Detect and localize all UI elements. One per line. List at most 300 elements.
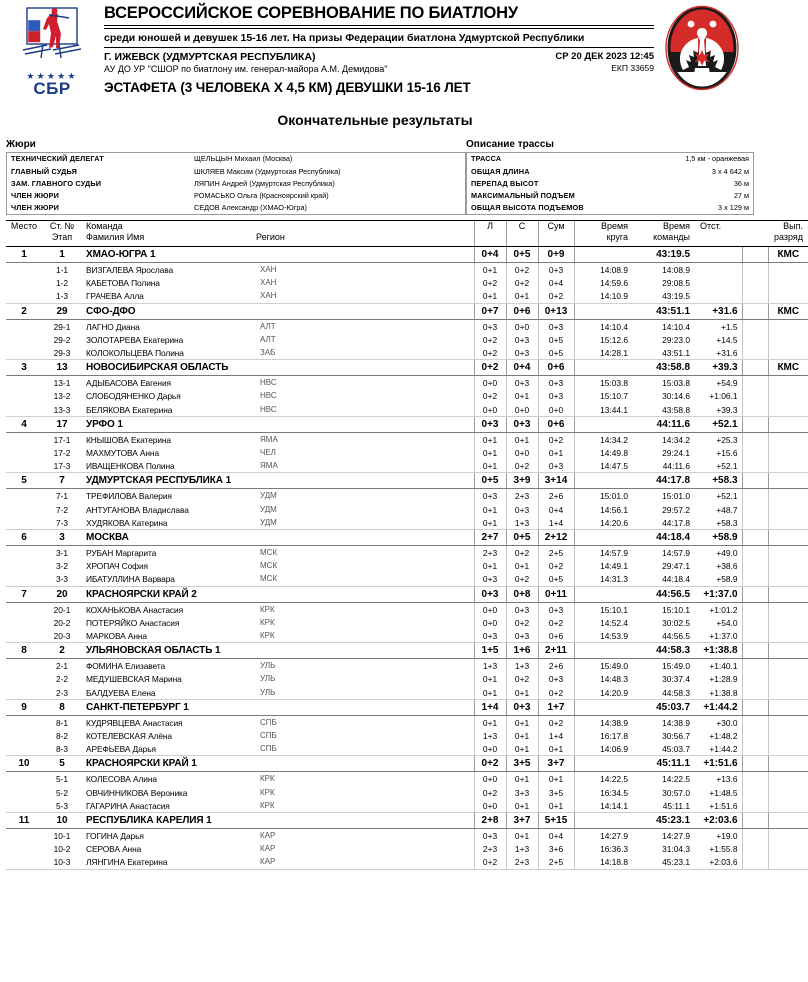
team-sum: 2+11 bbox=[538, 643, 574, 659]
athlete-blank bbox=[742, 289, 768, 303]
team-place: 7 bbox=[6, 586, 42, 602]
athlete-leg: 5-3 bbox=[42, 799, 82, 813]
athlete-name: ИБАТУЛЛИНА Варвара bbox=[86, 574, 175, 585]
jury-role: ЧЛЕН ЖЮРИ bbox=[11, 203, 59, 213]
athlete-name: СЛОБОДЯНЕНКО Дарья bbox=[86, 391, 181, 402]
athlete-cumulative-time: 30:02.5 bbox=[662, 617, 691, 628]
athlete-standing: 0+1 bbox=[506, 742, 538, 756]
athlete-region-cell bbox=[252, 855, 474, 869]
athlete-prone: 0+3 bbox=[474, 629, 506, 643]
athlete-prone: 0+1 bbox=[474, 503, 506, 516]
athlete-blank bbox=[742, 799, 768, 813]
athlete-cumulative-time: 45:11.1 bbox=[632, 799, 694, 813]
athlete-row[interactable] bbox=[6, 333, 808, 346]
athlete-region: ХАН bbox=[260, 291, 277, 301]
team-place: 5 bbox=[6, 473, 42, 489]
team-prone: 0+7 bbox=[474, 303, 506, 319]
team-behind: +52.1 bbox=[694, 416, 742, 432]
athlete-region-cell bbox=[252, 572, 474, 586]
athlete-region-cell bbox=[252, 686, 474, 700]
athlete-rank bbox=[768, 376, 808, 390]
team-blank bbox=[742, 360, 768, 376]
athlete-name-cell bbox=[82, 516, 252, 530]
athlete-name: БЕЛЯКОВА Екатерина bbox=[86, 404, 173, 415]
athlete-prone: 0+1 bbox=[474, 672, 506, 685]
jury-person: РОМАСЬКО Ольга (Красноярский край) bbox=[194, 190, 329, 200]
athlete-region-cell bbox=[252, 389, 474, 402]
team-bib: 13 bbox=[42, 360, 82, 376]
athlete-region: КАР bbox=[260, 857, 276, 867]
team-standing: 0+5 bbox=[506, 246, 538, 262]
athlete-row[interactable] bbox=[6, 289, 808, 303]
team-behind: +58.9 bbox=[694, 529, 742, 545]
team-place: 8 bbox=[6, 643, 42, 659]
team-standing: 0+6 bbox=[506, 303, 538, 319]
athlete-leg: 8-2 bbox=[55, 731, 69, 742]
athlete-row[interactable] bbox=[6, 829, 808, 843]
athlete-blank bbox=[742, 459, 768, 473]
athlete-standing: 0+1 bbox=[506, 829, 538, 843]
athlete-lap-time: 14:22.5 bbox=[574, 772, 632, 786]
team-sum: 0+9 bbox=[538, 246, 574, 262]
athlete-row[interactable] bbox=[6, 572, 808, 586]
athlete-leg: 2-2 bbox=[55, 674, 69, 685]
athlete-region-cell bbox=[252, 799, 474, 813]
team-prone: 0+3 bbox=[474, 416, 506, 432]
team-standing: 3+7 bbox=[506, 813, 538, 829]
athlete-region-cell bbox=[252, 346, 474, 360]
team-blank bbox=[742, 416, 768, 432]
athlete-row[interactable] bbox=[6, 432, 808, 446]
athlete-place-spacer bbox=[6, 276, 42, 289]
athlete-rank bbox=[768, 616, 808, 629]
athlete-row[interactable] bbox=[6, 799, 808, 813]
col-header-lap-time-2: круга bbox=[574, 232, 632, 247]
track-row bbox=[467, 177, 754, 189]
athlete-rank bbox=[768, 659, 808, 673]
team-name: УЛЬЯНОВСКАЯ ОБЛАСТЬ 1 bbox=[86, 645, 221, 657]
team-total-time: 44:56.5 bbox=[632, 586, 694, 602]
athlete-behind: +1:51.6 bbox=[694, 799, 742, 813]
athlete-name-cell bbox=[82, 686, 252, 700]
athlete-region-cell bbox=[252, 616, 474, 629]
athlete-prone: 0+3 bbox=[474, 489, 506, 503]
athlete-prone: 0+2 bbox=[474, 276, 506, 289]
team-name: КРАСНОЯРСКИ КРАЙ 1 bbox=[86, 758, 197, 770]
header-row-2 bbox=[6, 232, 808, 247]
team-bib: 10 bbox=[42, 813, 82, 829]
team-row[interactable] bbox=[6, 360, 808, 376]
athlete-name-cell bbox=[82, 659, 252, 673]
athlete-place-spacer bbox=[6, 616, 42, 629]
team-total-time: 45:11.1 bbox=[632, 756, 694, 772]
athlete-lap-time: 14:38.9 bbox=[574, 715, 632, 729]
athlete-name-cell bbox=[82, 799, 252, 813]
athlete-row[interactable] bbox=[6, 672, 808, 685]
track-value: 27 м bbox=[733, 190, 749, 200]
athlete-row[interactable] bbox=[6, 389, 808, 402]
athlete-region-cell bbox=[252, 319, 474, 333]
athlete-rank bbox=[768, 672, 808, 685]
team-row[interactable] bbox=[6, 303, 808, 319]
athlete-row[interactable] bbox=[6, 629, 808, 643]
athlete-sum: 0+5 bbox=[538, 333, 574, 346]
athlete-rank bbox=[768, 602, 808, 616]
athlete-place-spacer bbox=[6, 602, 42, 616]
athlete-cumulative-time: 43:51.1 bbox=[632, 346, 694, 360]
athlete-name-cell bbox=[82, 855, 252, 869]
athlete-standing: 0+2 bbox=[506, 459, 538, 473]
athlete-lap-time: 14:20.9 bbox=[574, 686, 632, 700]
athlete-place-spacer bbox=[6, 842, 42, 855]
athlete-rank bbox=[768, 842, 808, 855]
athlete-region: КРК bbox=[260, 774, 275, 784]
athlete-row[interactable] bbox=[6, 686, 808, 700]
athlete-region: АЛТ bbox=[260, 321, 276, 331]
team-behind: +58.3 bbox=[694, 473, 742, 489]
athlete-leg: 17-1 bbox=[53, 434, 71, 445]
athlete-name: КОЛОКОЛЬЦЕВА Полина bbox=[86, 347, 184, 358]
athlete-name-cell bbox=[82, 772, 252, 786]
athlete-sum: 0+6 bbox=[538, 629, 574, 643]
athlete-lap-time: 14:49.8 bbox=[574, 446, 632, 459]
athlete-rank bbox=[768, 559, 808, 572]
athlete-standing: 1+3 bbox=[506, 516, 538, 530]
athlete-lap-time: 14:20.6 bbox=[574, 516, 632, 530]
team-row[interactable] bbox=[6, 643, 808, 659]
athlete-row[interactable] bbox=[6, 772, 808, 786]
athlete-lap-time: 14:48.3 bbox=[574, 672, 632, 685]
athlete-name: КОТЕЛЕВСКАЯ Алёна bbox=[86, 731, 172, 742]
team-place: 6 bbox=[6, 529, 42, 545]
athlete-sum: 2+6 bbox=[538, 659, 574, 673]
athlete-place-spacer bbox=[6, 376, 42, 390]
athlete-name: МАРКОВА Анна bbox=[86, 631, 147, 641]
athlete-lap-time: 15:01.0 bbox=[574, 489, 632, 503]
athlete-row[interactable] bbox=[6, 842, 808, 855]
athlete-behind: +1:37.0 bbox=[694, 629, 742, 643]
athlete-name-cell bbox=[82, 403, 252, 417]
athlete-row[interactable] bbox=[6, 276, 808, 289]
team-blank bbox=[742, 473, 768, 489]
athlete-sum: 0+2 bbox=[538, 289, 574, 303]
athlete-region: СПБ bbox=[260, 744, 277, 754]
athlete-leg: 1-3 bbox=[42, 289, 82, 303]
team-rank: КМС bbox=[768, 246, 808, 262]
team-prone: 0+2 bbox=[474, 360, 506, 376]
track-key: МАКСИМАЛЬНЫЙ ПОДЪЕМ bbox=[471, 190, 575, 200]
team-standing: 0+4 bbox=[506, 360, 538, 376]
athlete-region-cell bbox=[252, 459, 474, 473]
team-sum: 5+15 bbox=[538, 813, 574, 829]
athlete-lap-time: 14:53.9 bbox=[574, 629, 632, 643]
team-lap-time bbox=[574, 813, 632, 829]
team-row[interactable] bbox=[6, 813, 808, 829]
athlete-leg: 20-3 bbox=[42, 629, 82, 643]
athlete-rank bbox=[768, 276, 808, 289]
athlete-cumulative-time: 29:57.2 bbox=[662, 504, 691, 515]
athlete-row[interactable] bbox=[6, 545, 808, 559]
athlete-prone: 1+3 bbox=[474, 729, 506, 742]
team-rank bbox=[768, 699, 808, 715]
team-lap-time bbox=[574, 416, 632, 432]
athlete-row[interactable] bbox=[6, 516, 808, 530]
athlete-row[interactable] bbox=[6, 715, 808, 729]
results-table bbox=[6, 220, 808, 870]
athlete-blank bbox=[742, 545, 768, 559]
team-row[interactable] bbox=[6, 246, 808, 262]
team-blank bbox=[742, 813, 768, 829]
jury-role: ЧЛЕН ЖЮРИ bbox=[11, 190, 59, 200]
athlete-row[interactable] bbox=[6, 659, 808, 673]
athlete-name-cell bbox=[82, 572, 252, 586]
athlete-name: ЛАГНО Диана bbox=[86, 321, 140, 332]
team-row[interactable] bbox=[6, 586, 808, 602]
athlete-lap-time: 14:34.2 bbox=[574, 432, 632, 446]
athlete-lap-time: 14:59.6 bbox=[574, 276, 632, 289]
team-behind: +1:37.0 bbox=[694, 586, 742, 602]
athlete-blank bbox=[742, 842, 768, 855]
team-name: УДМУРТСКАЯ РЕСПУБЛИКА 1 bbox=[86, 475, 232, 487]
athlete-row[interactable] bbox=[6, 559, 808, 572]
athlete-name-cell bbox=[82, 616, 252, 629]
athlete-standing: 1+3 bbox=[506, 659, 538, 673]
athlete-place-spacer bbox=[6, 432, 42, 446]
athlete-blank bbox=[742, 729, 768, 742]
athlete-rank bbox=[768, 503, 808, 516]
athlete-behind: +15.6 bbox=[716, 447, 738, 458]
athlete-row[interactable] bbox=[6, 319, 808, 333]
athlete-sum: 0+4 bbox=[538, 503, 574, 516]
athlete-row[interactable] bbox=[6, 602, 808, 616]
athlete-row[interactable] bbox=[6, 346, 808, 360]
team-lap-time bbox=[574, 303, 632, 319]
team-name-cell bbox=[82, 586, 474, 602]
athlete-leg: 7-2 bbox=[55, 504, 69, 515]
athlete-row[interactable] bbox=[6, 503, 808, 516]
jury-row bbox=[7, 153, 466, 166]
team-bib: 7 bbox=[42, 473, 82, 489]
athlete-prone: 0+1 bbox=[474, 516, 506, 530]
athlete-region-cell bbox=[252, 276, 474, 289]
athlete-region-cell bbox=[252, 503, 474, 516]
athlete-rank bbox=[768, 686, 808, 700]
team-total-time: 43:58.8 bbox=[632, 360, 694, 376]
athlete-row[interactable] bbox=[6, 446, 808, 459]
athlete-standing: 0+2 bbox=[506, 572, 538, 586]
jury-row bbox=[7, 165, 466, 177]
athlete-prone: 0+0 bbox=[474, 376, 506, 390]
athlete-rank bbox=[768, 772, 808, 786]
athlete-row[interactable] bbox=[6, 403, 808, 417]
udmurtia-emblem bbox=[660, 4, 744, 90]
team-behind: +1:51.6 bbox=[694, 756, 742, 772]
athlete-sum: 0+3 bbox=[538, 389, 574, 402]
track-key: ОБЩАЯ ВЫСОТА ПОДЪЕМОВ bbox=[471, 203, 584, 213]
athlete-lap-time: 16:36.3 bbox=[574, 842, 632, 855]
athlete-sum: 0+3 bbox=[538, 459, 574, 473]
team-row[interactable] bbox=[6, 416, 808, 432]
athlete-cumulative-time: 30:56.7 bbox=[662, 731, 691, 742]
jury-role: ЗАМ. ГЛАВНОГО СУДЬИ bbox=[11, 178, 102, 188]
athlete-blank bbox=[742, 276, 768, 289]
athlete-row[interactable] bbox=[6, 729, 808, 742]
team-rank bbox=[768, 643, 808, 659]
athlete-lap-time: 14:14.1 bbox=[574, 799, 632, 813]
athlete-rank bbox=[768, 829, 808, 843]
athlete-cumulative-time: 29:24.1 bbox=[662, 447, 691, 458]
team-name: УРФО 1 bbox=[86, 418, 123, 430]
athlete-place-spacer bbox=[6, 516, 42, 530]
athlete-prone: 0+0 bbox=[474, 799, 506, 813]
track-value: 36 м bbox=[733, 178, 749, 188]
athlete-sum: 0+2 bbox=[538, 432, 574, 446]
athlete-region-cell bbox=[252, 516, 474, 530]
athlete-place-spacer bbox=[6, 715, 42, 729]
athlete-behind: +1:28.9 bbox=[709, 674, 738, 685]
athlete-cumulative-time: 44:11.6 bbox=[632, 459, 694, 473]
swan-emblem-icon bbox=[662, 6, 742, 90]
athlete-blank bbox=[742, 559, 768, 572]
team-blank bbox=[742, 303, 768, 319]
team-row[interactable] bbox=[6, 699, 808, 715]
athlete-leg: 7-1 bbox=[55, 491, 69, 502]
athlete-place-spacer bbox=[6, 319, 42, 333]
team-bib: 20 bbox=[42, 586, 82, 602]
team-total-time: 43:51.1 bbox=[632, 303, 694, 319]
athlete-row[interactable] bbox=[6, 855, 808, 869]
track-row bbox=[467, 202, 754, 215]
athlete-prone: 0+0 bbox=[474, 772, 506, 786]
athlete-rank bbox=[768, 459, 808, 473]
athlete-leg: 1-2 bbox=[55, 278, 69, 289]
athlete-rank bbox=[768, 742, 808, 756]
team-place: 3 bbox=[6, 360, 42, 376]
col-header-region: Регион bbox=[252, 232, 474, 247]
athlete-row[interactable] bbox=[6, 742, 808, 756]
athlete-prone: 2+3 bbox=[474, 545, 506, 559]
athlete-name-cell bbox=[82, 319, 252, 333]
athlete-region: КРК bbox=[260, 604, 275, 614]
athlete-region: КРК bbox=[260, 631, 275, 640]
team-total-time: 44:17.8 bbox=[632, 473, 694, 489]
athlete-leg: 3-2 bbox=[55, 561, 69, 572]
athlete-sum: 2+5 bbox=[538, 855, 574, 869]
col-header-blank-2 bbox=[742, 232, 768, 247]
athlete-cumulative-time: 29:23.0 bbox=[662, 334, 691, 345]
team-blank bbox=[742, 246, 768, 262]
team-lap-time bbox=[574, 473, 632, 489]
athlete-row[interactable] bbox=[6, 376, 808, 390]
athlete-cumulative-time: 30:57.0 bbox=[662, 787, 691, 798]
col-header-behind-2 bbox=[694, 232, 742, 247]
athlete-prone: 2+3 bbox=[474, 842, 506, 855]
athlete-cumulative-time: 44:58.3 bbox=[632, 686, 694, 700]
athlete-region-cell bbox=[252, 672, 474, 685]
athlete-region: УДМ bbox=[260, 491, 277, 501]
athlete-region: ЧЕЛ bbox=[260, 447, 276, 457]
athlete-region-cell bbox=[252, 333, 474, 346]
athlete-rank bbox=[768, 572, 808, 586]
team-prone: 1+5 bbox=[474, 643, 506, 659]
col-header-place-2 bbox=[6, 232, 42, 247]
athlete-row[interactable] bbox=[6, 459, 808, 473]
athlete-sum: 1+4 bbox=[538, 729, 574, 742]
team-name-cell bbox=[82, 813, 474, 829]
athlete-row[interactable] bbox=[6, 786, 808, 799]
team-place: 10 bbox=[6, 756, 42, 772]
team-row[interactable] bbox=[6, 529, 808, 545]
athlete-blank bbox=[742, 616, 768, 629]
team-behind bbox=[694, 246, 742, 262]
athlete-name: КНЫШОВА Екатерина bbox=[86, 434, 171, 445]
jury-row bbox=[7, 177, 466, 189]
athlete-behind: +14.5 bbox=[716, 334, 738, 345]
athlete-sum: 0+4 bbox=[538, 829, 574, 843]
athlete-lap-time: 14:52.4 bbox=[574, 616, 632, 629]
col-header-athlete: Фамилия Имя bbox=[82, 232, 252, 247]
athlete-region: УЛЬ bbox=[260, 661, 276, 671]
team-name-cell bbox=[82, 643, 474, 659]
col-header-behind: Отст. bbox=[694, 220, 742, 232]
athlete-blank bbox=[742, 855, 768, 869]
team-lap-time bbox=[574, 643, 632, 659]
info-panels bbox=[0, 138, 750, 215]
team-total-time: 44:58.3 bbox=[632, 643, 694, 659]
team-bib: 29 bbox=[42, 303, 82, 319]
athlete-standing: 0+2 bbox=[506, 545, 538, 559]
track-row bbox=[467, 153, 754, 166]
athlete-standing: 0+1 bbox=[506, 686, 538, 700]
athlete-prone: 0+1 bbox=[474, 715, 506, 729]
athlete-row[interactable] bbox=[6, 489, 808, 503]
team-name: САНКТ-ПЕТЕРБУРГ 1 bbox=[86, 701, 189, 713]
athlete-region-cell bbox=[252, 729, 474, 742]
athlete-name: ВИЗГАЛЕВА Ярослава bbox=[86, 264, 174, 275]
jury-person: ЩЕЛЬЦЫН Михаил (Москва) bbox=[194, 154, 293, 164]
results-status-title: Окончательные результаты bbox=[277, 112, 473, 128]
team-row[interactable] bbox=[6, 473, 808, 489]
athlete-cumulative-time: 31:04.3 bbox=[662, 844, 691, 855]
athlete-name-cell bbox=[82, 672, 252, 685]
team-row[interactable] bbox=[6, 756, 808, 772]
athlete-blank bbox=[742, 629, 768, 643]
athlete-region-cell bbox=[252, 489, 474, 503]
athlete-leg: 10-1 bbox=[53, 831, 71, 842]
team-name-cell bbox=[82, 473, 474, 489]
athlete-name-cell bbox=[82, 432, 252, 446]
athlete-lap-time: 15:12.6 bbox=[574, 333, 632, 346]
athlete-blank bbox=[742, 346, 768, 360]
athlete-row[interactable] bbox=[6, 262, 808, 276]
team-blank bbox=[742, 529, 768, 545]
athlete-standing: 0+1 bbox=[506, 799, 538, 813]
team-prone: 0+5 bbox=[474, 473, 506, 489]
athlete-behind: +1:40.1 bbox=[709, 661, 738, 672]
team-place: 4 bbox=[6, 416, 42, 432]
athlete-cumulative-time: 29:47.1 bbox=[662, 561, 691, 572]
athlete-prone: 0+3 bbox=[474, 319, 506, 333]
athlete-row[interactable] bbox=[6, 616, 808, 629]
athlete-name-cell bbox=[82, 559, 252, 572]
athlete-leg: 2-3 bbox=[42, 686, 82, 700]
athlete-place-spacer bbox=[6, 729, 42, 742]
event-ekp: ЕКП 33659 bbox=[611, 63, 654, 73]
team-behind: +31.6 bbox=[694, 303, 742, 319]
athlete-blank bbox=[742, 572, 768, 586]
athlete-prone: 0+0 bbox=[474, 602, 506, 616]
team-standing: 3+5 bbox=[506, 756, 538, 772]
